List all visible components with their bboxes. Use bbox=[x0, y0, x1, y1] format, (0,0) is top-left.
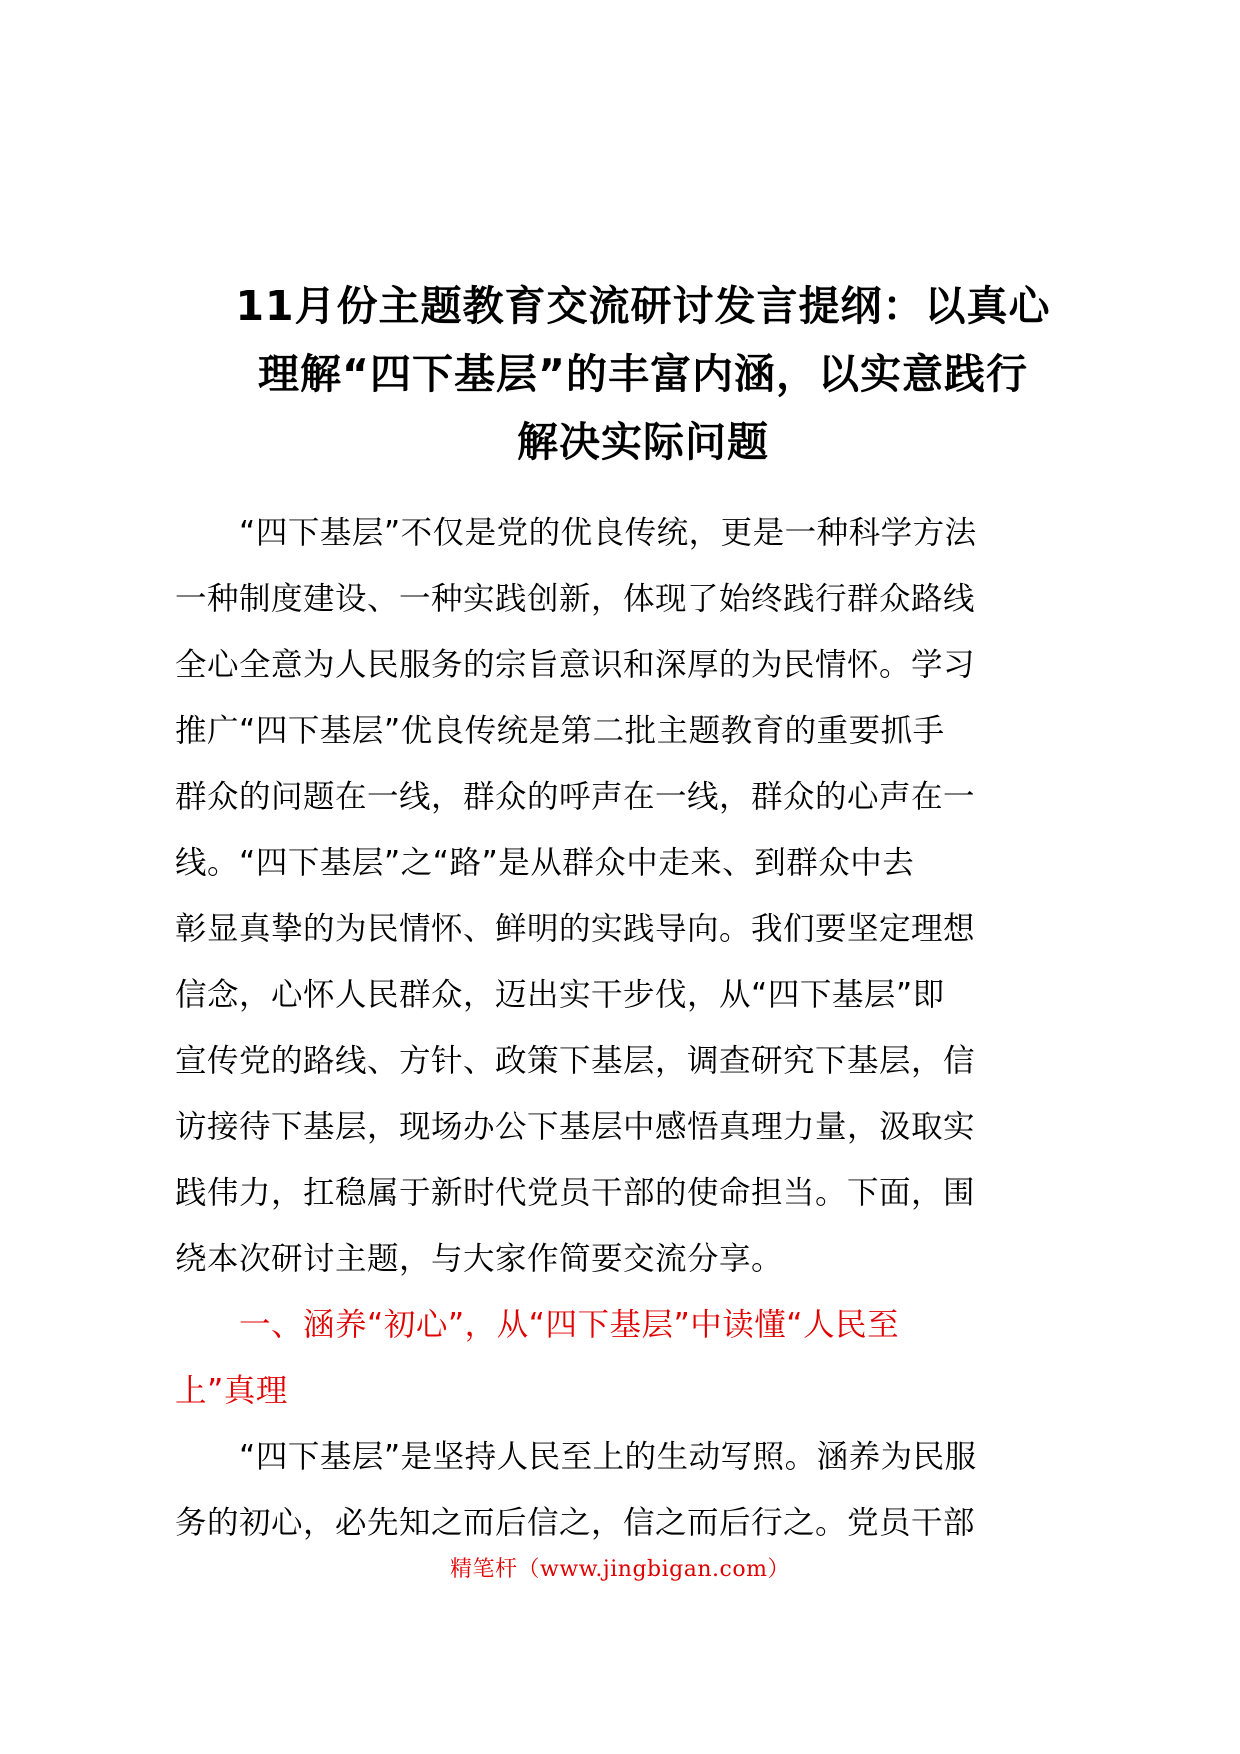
paragraph-line: 访接待下基层，现场办公下基层中感悟真理力量，汲取实 bbox=[175, 1109, 976, 1145]
paragraph-line: 绕本次研讨主题，与大家作简要交流分享。 bbox=[175, 1241, 784, 1277]
paragraph-line: 彰显真挚的为民情怀、鲜明的实践导向。我们要坚定理想 bbox=[175, 911, 976, 947]
paragraph-line: 务的初心，必先知之而后信之，信之而后行之。党员干部 bbox=[175, 1505, 976, 1541]
paragraph-intro bbox=[175, 500, 1105, 1292]
paragraph-line: 信念，心怀人民群众，迈出实干步伐，从“四下基层”即 bbox=[175, 977, 945, 1013]
paragraph-line: 宣传党的路线、方针、政策下基层，调查研究下基层，信 bbox=[175, 1043, 976, 1079]
document-title bbox=[170, 272, 1116, 476]
title-line-1: 11月份主题教育交流研讨发言提纲：以真心 bbox=[235, 282, 1051, 330]
paragraph-line: “四下基层”是坚持人民至上的生动写照。涵养为民服 bbox=[239, 1439, 977, 1475]
section-heading-line: 上”真理 bbox=[175, 1373, 288, 1409]
section-heading-line: 一、涵养“初心”，从“四下基层”中读懂“人民至 bbox=[239, 1307, 900, 1343]
paragraph-line: 推广“四下基层”优良传统是第二批主题教育的重要抓手 bbox=[175, 713, 945, 749]
section-heading-1 bbox=[175, 1292, 1105, 1424]
paragraph-section-1 bbox=[175, 1424, 1105, 1556]
title-line-2: 理解“四下基层”的丰富内涵，以实意践行 bbox=[258, 350, 1028, 398]
title-line-3: 解决实际问题 bbox=[517, 418, 769, 466]
paragraph-line: “四下基层”不仅是党的优良传统，更是一种科学方法 bbox=[239, 515, 977, 551]
document-body bbox=[175, 500, 1105, 1556]
footer-watermark: 精笔杆（www.jingbigan.com） bbox=[450, 1557, 790, 1582]
paragraph-line: 一种制度建设、一种实践创新，体现了始终践行群众路线 bbox=[175, 581, 976, 617]
paragraph-line: 线。“四下基层”之“路”是从群众中走来、到群众中去 bbox=[175, 845, 915, 881]
paragraph-line: 全心全意为人民服务的宗旨意识和深厚的为民情怀。学习 bbox=[175, 647, 976, 683]
paragraph-line: 群众的问题在一线，群众的呼声在一线，群众的心声在一 bbox=[175, 779, 976, 815]
paragraph-line: 践伟力，扛稳属于新时代党员干部的使命担当。下面，围 bbox=[175, 1175, 976, 1211]
